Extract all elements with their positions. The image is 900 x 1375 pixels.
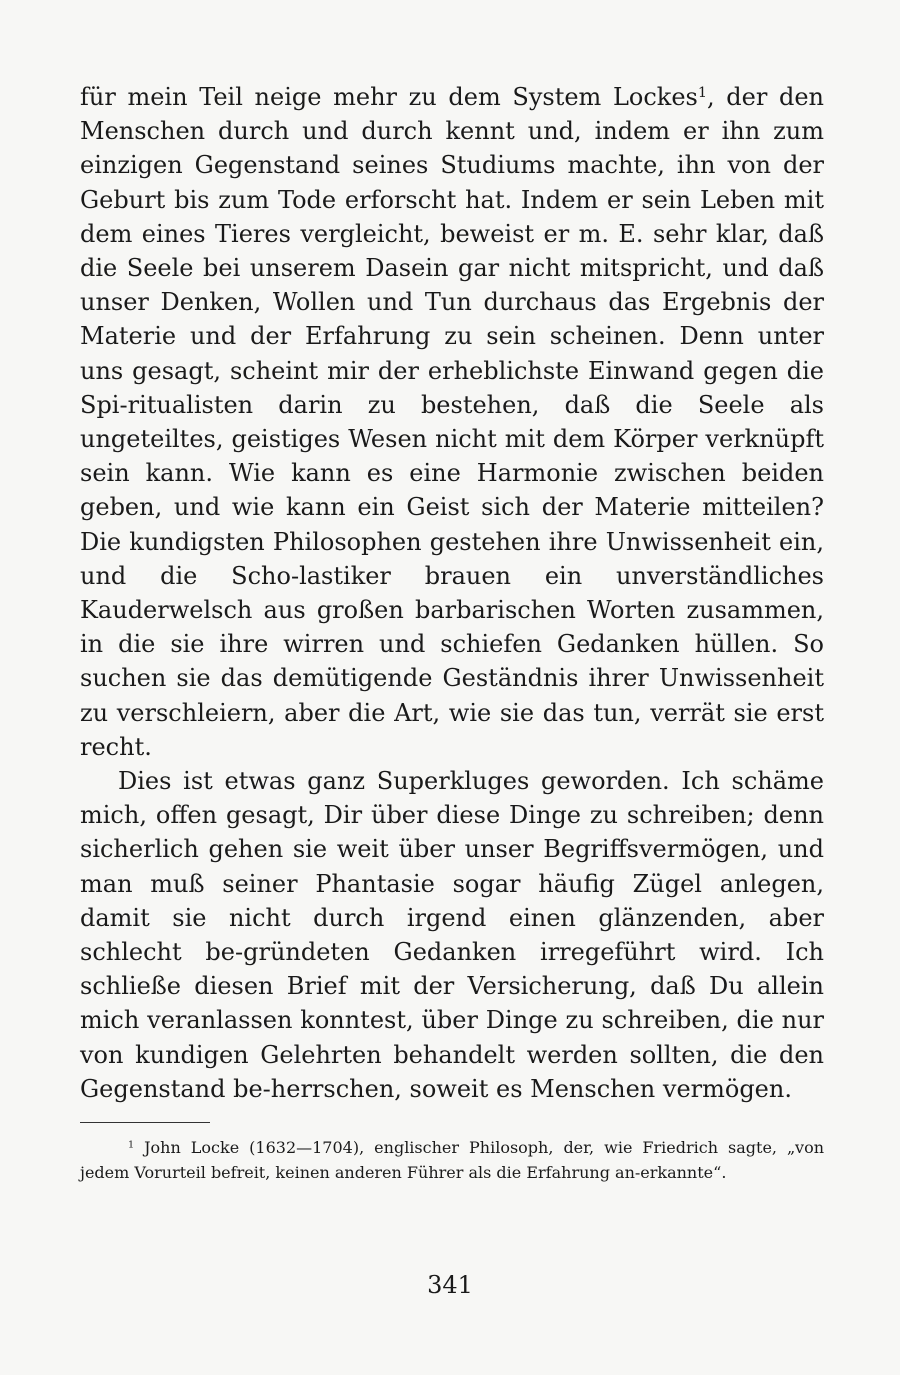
footnote-text: John Locke (1632—1704), englischer Philosoph, der, wie Friedrich sagte, „von jedem Vorurteil befreit, keinen anderen Führer als die Erfahrung an-erkannte“. — [80, 1138, 824, 1183]
page-number: 341 — [427, 1271, 473, 1299]
paragraph-1-text-start: für mein Teil neige mehr zu dem System Lockes — [80, 83, 698, 111]
footnote-marker: 1 — [128, 1139, 135, 1151]
paragraph-1-text-rest: , der den Menschen durch und durch kennt und, indem er ihn zum einzigen Gegenstand seines Studiums machte, ihn von der Geburt bis zum Tode erforscht hat. Indem er sein Leben mit dem eines Tieres vergleicht, beweist er m. E. sehr klar, daß die Seele bei unserem Dasein gar nicht mitspricht, und daß unser Denken, Wollen und Tun durchaus das Ergebnis der Materie und der Erfahrung zu sein scheinen. Denn unter uns gesagt, scheint mir der erheblichste Einwand gegen die Spi-ritualisten darin zu bestehen, daß die Seele als ungeteiltes, geistiges Wesen nicht mit dem Körper verknüpft sein kann. Wie kann es eine Harmonie zwischen beiden geben, und wie kann ein Geist sich der Materie mitteilen? Die kundigsten Philosophen gestehen ihre Unwissenheit ein, und die Scho-lastiker brauen ein unverständliches Kauderwelsch aus großen barbarischen Worten zusammen, in die sie ihre wirren und schiefen Gedanken hüllen. So suchen sie das demütigende Geständnis ihrer Unwissenheit zu verschleiern, aber die Art, wie sie das tun, verrät sie erst recht. — [80, 83, 824, 761]
page-text-block — [80, 80, 824, 1185]
footnote-reference: 1 — [697, 85, 707, 102]
paragraph-1 — [80, 80, 824, 764]
footnote — [80, 1135, 824, 1185]
paragraph-2: Dies ist etwas ganz Superkluges geworden. Ich schäme mich, offen gesagt, Dir über diese Dinge zu schreiben; denn sicherlich gehen sie weit über unser Begriffsvermögen, und man muß seiner Phantasie sogar häufig Zügel anlegen, damit sie nicht durch irgend einen glänzenden, aber schlecht be-gründeten Gedanken irregeführt wird. Ich schließe diesen Brief mit der Versicherung, daß Du allein mich veranlassen konntest, über Dinge zu schreiben, die nur von kundigen Gelehrten behandelt werden sollten, die den Gegenstand be-herrschen, soweit es Menschen vermögen. — [80, 767, 824, 1103]
footnote-divider — [80, 1122, 210, 1123]
